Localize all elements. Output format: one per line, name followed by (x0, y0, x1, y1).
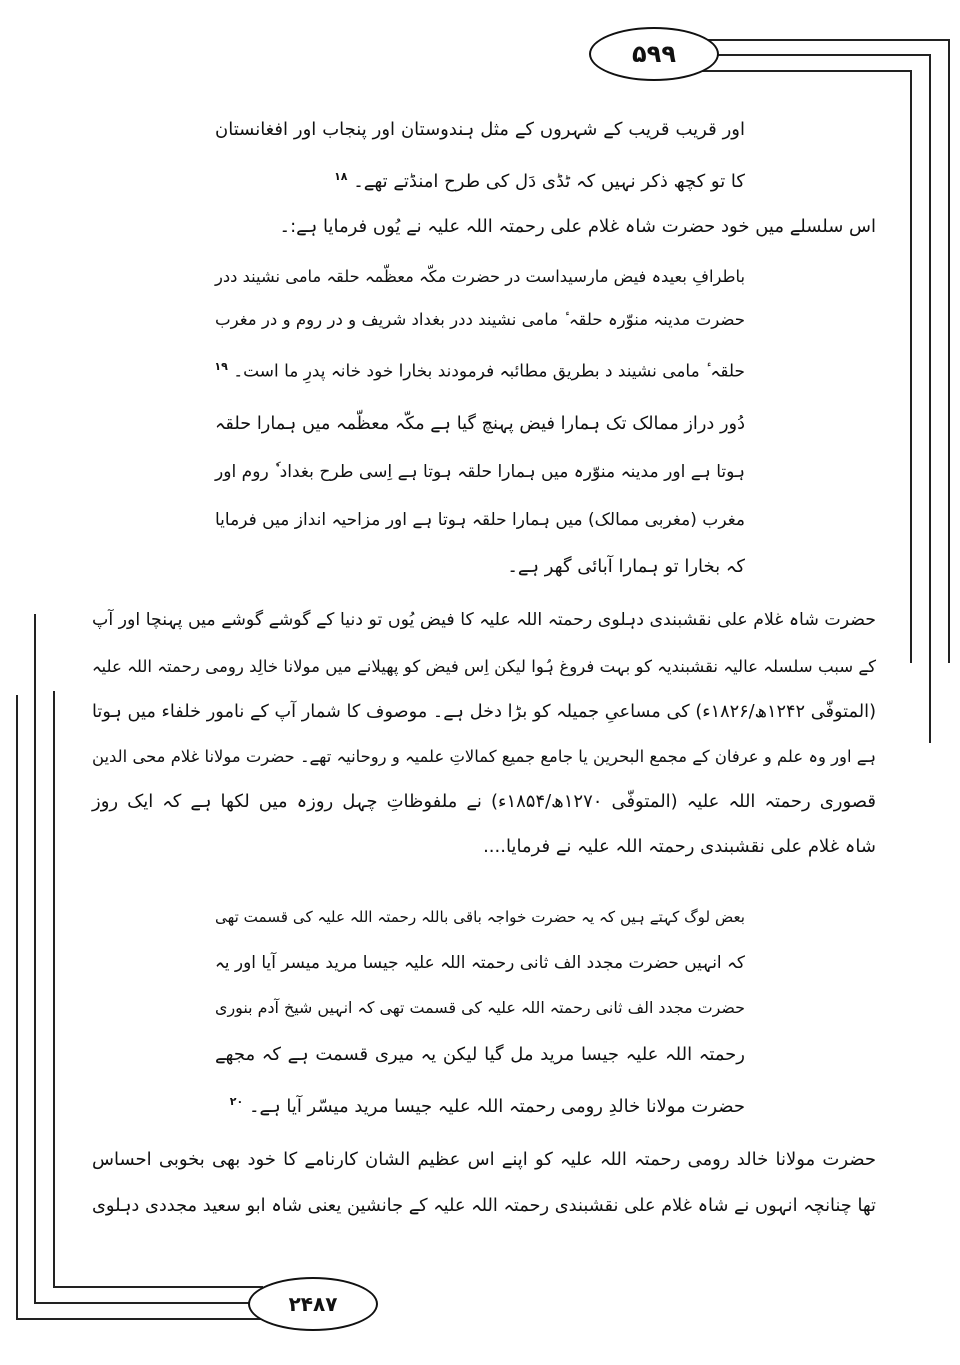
footnote-marker: ۲۰ (229, 1095, 244, 1108)
text-line-content: بعض لوگ کہتے ہیں کہ یہ حضرت خواجہ باقی باللہ رحمتہ اللہ علیہ کی قسمت تھی (215, 908, 745, 926)
frame-line (53, 691, 55, 1288)
text-line-content: قصوری رحمتہ اللہ علیہ (المتوفّی ۱۲۷۰ھ/۱۸۵۴ء) نے ملفوظاتِ چہل روزہ میں لکھا ہے کہ ایک روز (92, 791, 876, 812)
text-line-content: کہ بخارا تو ہمارا آبائی گھر ہے۔ (507, 556, 745, 577)
footnote-marker: ۱۸ (334, 170, 348, 183)
text-line (215, 1087, 745, 1117)
text-line-content: مغرب (مغربی ممالک) میں ہمارا حلقہ ہوتا ہے اور مزاحیہ انداز میں فرمایا (215, 510, 745, 530)
text-line (215, 947, 745, 977)
frame-line (53, 1286, 263, 1288)
text-line (215, 457, 745, 487)
text-line (215, 305, 745, 335)
text-line (215, 1040, 745, 1070)
text-line (215, 902, 745, 932)
text-line (215, 409, 745, 439)
frame-line (910, 70, 912, 663)
text-line (92, 742, 876, 772)
text-line-content: کا تو کچھ ذکر نہیں کہ ٹڈی دَل کی طرح امنڈتے تھے۔ (353, 171, 745, 192)
frame-line (700, 70, 912, 72)
text-line-content: ہوتا ہے اور مدینہ منوّرہ میں ہمارا حلقہ ہوتا ہے اِسی طرح بغداد ٗ روم اور (215, 462, 745, 482)
text-line-content: دُور دراز ممالک تک ہمارا فیض پہنچ گیا ہے مکّہ معظّمہ میں ہمارا حلقہ (215, 414, 745, 434)
text-line (215, 262, 745, 292)
text-line-content: حلقہ ٔ مامی نشیند د بطریق مطائبہ فرمودند بخارا خود خانہ پدرِ ما است۔ (233, 360, 745, 381)
text-line-content: حضرت مولانا خالدِ رومی رحمتہ اللہ علیہ جیسا مرید میسّر آیا ہے۔ (248, 1096, 745, 1117)
page-number-bottom-text: ۲۴۸۷ (288, 1292, 338, 1316)
text-line-content: شاہ غلام علی نقشبندی رحمتہ اللہ علیہ نے فرمایا.... (483, 836, 876, 857)
page-number-top (589, 27, 719, 81)
text-line-content: (المتوفّی ۱۲۴۲ھ/۱۸۲۶ء) کی مساعیِ جمیلہ کو بڑا دخل ہے۔ موصوف کا شمار آپ کے نامور خلفاء میں ہوتا (92, 702, 876, 722)
text-line (92, 652, 876, 682)
text-line (92, 697, 876, 727)
text-line (215, 115, 745, 145)
text-line-content: حضرت مجدد الف ثانی رحمتہ اللہ علیہ کی قسمت تھی کہ انہیں شیخ آدم بنوری (215, 998, 745, 1017)
text-line-content: حضرت مدینہ منوّرہ حلقہ ٔ مامی نشیند ددر بغداد شریف و در روم و در مغرب (215, 310, 745, 329)
text-line-content: تھا چنانچہ انہوں نے شاہ غلام علی نقشبندی رحمتہ اللہ علیہ کے جانشین یعنی شاہ ابو سعید مجددی دہلوی (92, 1196, 876, 1216)
text-line-content: ہے اور وہ علم و عرفان کے مجمع البحرین یا جامع جمیع کمالاتِ علمیہ و روحانیہ تھے۔ حضرت مولانا غلام محی الدین (92, 747, 876, 766)
frame-line (16, 695, 18, 1320)
text-line-content: کہ انہیں حضرت مجدد الف ثانی رحمتہ اللہ علیہ جیسا مرید میسر آیا اور یہ (214, 952, 745, 972)
frame-line (34, 614, 36, 1304)
text-line (92, 832, 876, 862)
frame-line (929, 54, 931, 743)
text-line-content: حضرت شاہ غلام علی نقشبندی دہلوی رحمتہ اللہ علیہ کا فیض یُوں تو دنیا کے گوشے گوشے میں پہنچا اور آپ (92, 610, 876, 630)
text-line (215, 993, 745, 1023)
frame-line (700, 39, 950, 41)
page-number-bottom (248, 1277, 378, 1331)
text-line-content: کے سبب سلسلہ عالیہ نقشبندیہ کو بہت فروغ ہُوا لیکن اِس فیض کو پھیلانے میں مولانا خالِد رومی رحمتہ اللہ علیہ (91, 657, 876, 676)
footnote-marker: ۱۹ (214, 360, 228, 373)
text-line-content: باطرافِ بعیدہ فیض مارسیداست در حضرت مکّہ معظّمہ حلقہ مامی نشیند ددر (215, 267, 745, 286)
text-line-content: اس سلسلے میں خود حضرت شاہ غلام علی رحمتہ اللہ علیہ نے یُوں فرمایا ہے:۔ (279, 216, 876, 237)
text-line-content: رحمتہ اللہ علیہ جیسا مرید مل گیا لیکن یہ میری قسمت ہے کہ مجھے (215, 1044, 745, 1065)
frame-line (948, 39, 950, 663)
text-line (92, 787, 876, 817)
text-line (215, 505, 745, 535)
text-line (92, 1145, 876, 1175)
frame-line (712, 54, 931, 56)
frame-line (16, 1318, 266, 1320)
text-line (92, 605, 876, 635)
frame-line (34, 1302, 250, 1304)
text-line (215, 162, 745, 192)
text-line-content: حضرت مولانا خالد رومی رحمتہ اللہ علیہ کو اپنے اس عظیم الشان کارنامے کا خود بھی بخوبی احساس (92, 1149, 876, 1170)
text-line (215, 352, 745, 382)
page-number-top-text: ۵۹۹ (632, 40, 676, 68)
text-line (92, 212, 876, 242)
text-line (92, 1191, 876, 1221)
text-line (215, 552, 745, 582)
text-line-content: اور قریب قریب کے شہروں کے مثل ہندوستان اور پنجاب اور افغانستان (215, 119, 745, 140)
